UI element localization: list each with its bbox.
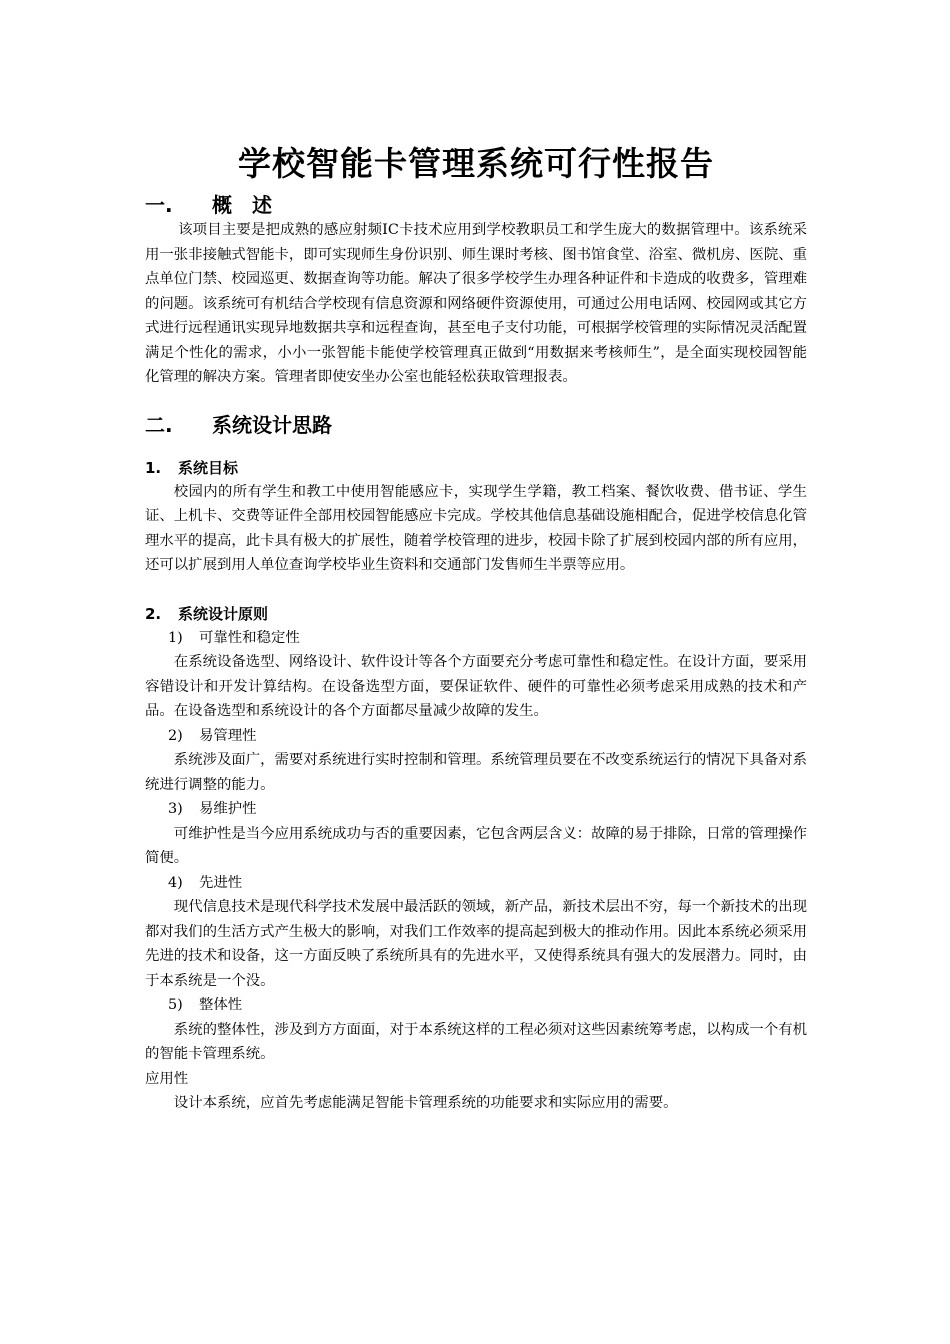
subsection-title: 系统目标 <box>178 458 239 477</box>
document-title: 学校智能卡管理系统可行性报告 <box>238 144 714 183</box>
document-body <box>145 140 807 1116</box>
section-title: 概 述 <box>212 193 272 217</box>
overview-paragraph: 该项目主要是把成熟的感应射频IC卡技术应用到学校教职员工和学生庞大的数据管理中。该系统采用一张非接触式智能卡，即可实现师生身份识别、师生课时考核、图书馆食堂、浴室、微机房、医院、重点单位门禁、校园巡更、数据查询等功能。解决了很多学校学生办理各种证件和卡造成的收费多，管理难的问题。该系统可有机结合学校现有信息资源和网络硬件资源使用，可通过公用电话网、校园网或其它方式进行远程通讯实现异地数据共享和远程查询，甚至电子支付功能，可根据学校管理的实际情况灵活配置满足个性化的需求，小小一张智能卡能使学校管理真正做到“用数据来考核师生”，是全面实现校园智能化管理的解决方案。管理者即使安坐办公室也能轻松获取管理报表。 <box>145 222 807 385</box>
principle-number: 4) <box>168 874 183 891</box>
section-heading-overview <box>145 192 807 218</box>
principle-heading-maintainability <box>145 797 807 822</box>
principle-paragraph: 现代信息技术是现代科学技术发展中最活跃的领域，新产品，新技术层出不穷，每一个新技术的出现都对我们的生活方式产生极大的影响，对我们工作效率的提高起到极大的推动作用。因此本系统必须采用先进的技术和设备，这一方面反映了系统所具有的先进水平，又使得系统具有强大的发展潜力。同时，由于本系统是一个没。 <box>145 899 807 989</box>
principle-paragraph: 系统涉及面广，需要对系统进行实时控制和管理。系统管理员要在不改变系统运行的情况下具备对系统进行调整的能力。 <box>145 752 807 793</box>
principle-title: 整体性 <box>199 997 243 1013</box>
principle-paragraph: 可维护性是当今应用系统成功与否的重要因素，它包含两层含义：故障的易于排除，日常的管理操作简便。 <box>145 825 807 866</box>
principle-number: 2) <box>168 727 183 744</box>
section-title: 系统设计思路 <box>212 412 332 437</box>
subsection-number: 1. <box>145 458 162 477</box>
principle-number: 1) <box>168 629 183 646</box>
principle-number: 3) <box>168 801 183 817</box>
subsection-heading-goals <box>145 456 807 480</box>
subsection-number: 2. <box>145 604 162 623</box>
principle-heading-manageability <box>145 724 807 749</box>
section-heading-design <box>145 412 807 438</box>
principle-heading-applicability: 应用性 <box>145 1070 189 1087</box>
subsection-heading-principles <box>145 602 807 626</box>
principle-heading-advanced <box>145 871 807 896</box>
section-number: 二. <box>145 412 173 437</box>
principle-title: 易管理性 <box>199 727 257 744</box>
principle-paragraph: 系统的整体性，涉及到方方面面，对于本系统这样的工程必须对这些因素统筹考虑，以构成一个有机的智能卡管理系统。 <box>145 1021 807 1062</box>
subsection-title: 系统设计原则 <box>178 604 269 623</box>
principle-title: 易维护性 <box>199 801 257 817</box>
principle-number: 5) <box>168 997 183 1013</box>
principle-paragraph: 在系统设备选型、网络设计、软件设计等各个方面要充分考虑可靠性和稳定性。在设计方面，要采用容错设计和开发计算结构。在设备选型方面，要保证软件、硬件的可靠性必须考虑采用成熟的技术和产品。在设备选型和系统设计的各个方面都尽量减少故障的发生。 <box>145 654 807 719</box>
principle-title: 先进性 <box>199 874 243 891</box>
principle-title: 可靠性和稳定性 <box>199 629 300 646</box>
goals-paragraph: 校园内的所有学生和教工中使用智能感应卡，实现学生学籍，教工档案、餐饮收费、借书证、学生证、上机卡、交费等证件全部用校园智能感应卡完成。学校其他信息基础设施相配合，促进学校信息化管理水平的提高，此卡具有极大的扩展性，随着学校管理的进步，校园卡除了扩展到校园内部的所有应用，还可以扩展到用人单位查询学校毕业生资料和交通部门发售师生半票等应用。 <box>145 483 807 573</box>
principle-heading-integrity <box>145 993 807 1018</box>
principle-heading-reliability <box>145 626 807 651</box>
applicability-paragraph: 设计本系统，应首先考虑能满足智能卡管理系统的功能要求和实际应用的需要。 <box>173 1095 678 1111</box>
section-number: 一. <box>145 193 173 217</box>
